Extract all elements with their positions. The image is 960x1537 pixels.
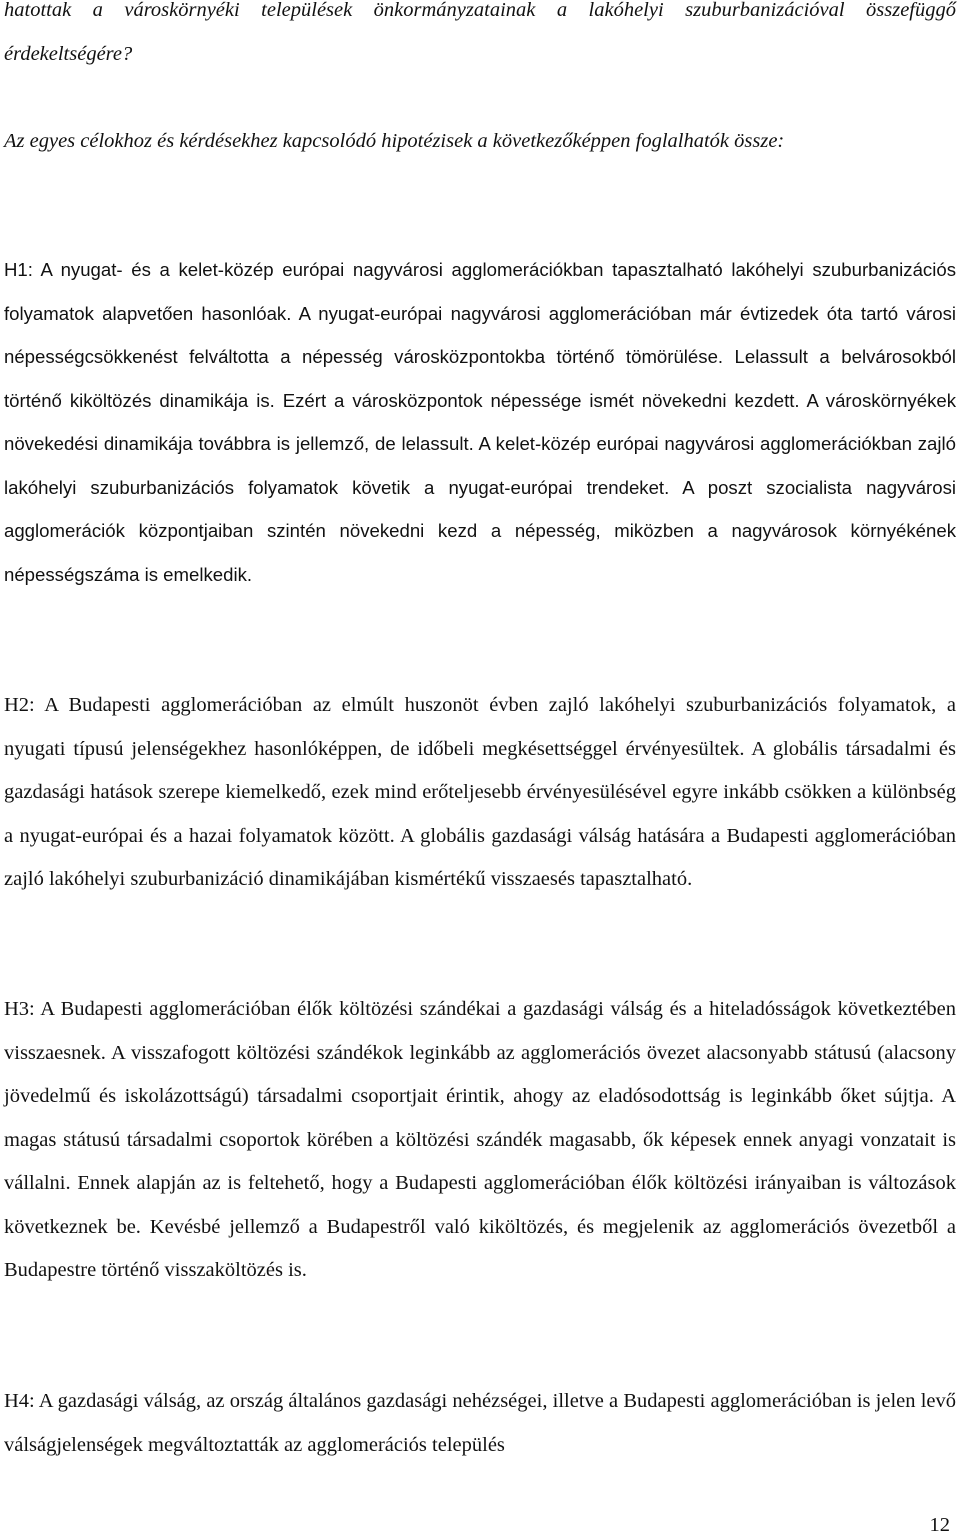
paragraph-hypothesis-h2 [4, 684, 956, 902]
paragraph-continuation [4, 0, 956, 76]
page-number: 12 [929, 1514, 950, 1536]
paragraph-text: H1: A nyugat- és a kelet-közép európai nagyvárosi agglomerációkban tapasztalható lakóhelyi szuburbanizációs folyamatok alapvetően hasonlóak. A nyugat-európai nagyvárosi agglomerációban már évtizedek óta tartó városi népességcsökkenést felváltotta a népesség városközpontokba történő tömörülése. Lelassult a belvárosokból történő kiköltözés dinamikája is. Ezért a városközpontok népessége ismét növekedni kezdett. A városkörnyékek növekedési dinamikája továbbra is jellemző, de lelassult. A kelet-közép európai nagyvárosi agglomerációkban zajló lakóhelyi szuburbanizációs folyamatok követik a nyugat-európai trendeket. A poszt szocialista nagyvárosi agglomerációk központjaiban szintén növekedni kezd a népesség, miközben a nagyvárosok környékének népességszáma is emelkedik. [4, 259, 956, 585]
paragraph-text: hatottak a városkörnyéki települések önkormányzatainak a lakóhelyi szuburbanizációval összefüggő érdekeltségére? [4, 0, 956, 65]
document-page [4, 0, 956, 1537]
paragraph-hypothesis-h3 [4, 988, 956, 1293]
paragraph-hypotheses-intro [4, 120, 956, 164]
paragraph-text: H2: A Budapesti agglomerációban az elmúlt huszonöt évben zajló lakóhelyi szuburbanizációs folyamatok, a nyugati típusú jelenségekhez hasonlóképpen, de időbeli megkésettséggel érvényesültek. A globális társadalmi és gazdasági hatások szerepe kiemelkedő, ezek mind erőteljesebb érvényesülésével egyre inkább csökken a különbség a nyugat-európai és a hazai folyamatok között. A globális gazdasági válság hatására a Budapesti agglomerációban zajló lakóhelyi szuburbanizáció dinamikájában kismértékű visszaesés tapasztalható. [4, 694, 956, 890]
paragraph-hypothesis-h1 [4, 248, 956, 596]
paragraph-text: H3: A Budapesti agglomerációban élők költözési szándékai a gazdasági válság és a hiteladósságok következtében visszaesnek. A visszafogott költözési szándékok leginkább az agglomerációs övezet alacsonyabb státusú (alacsony jövedelmű és iskolázottságú) társadalmi csoportjait érintik, ahogy az eladósodottság is leginkább őket sújtja. A magas státusú társadalmi csoportok körében a költözési szándék magasabb, ők képesek ennek anyagi vonzatait is vállalni. Ennek alapján az is feltehető, hogy a Budapesti agglomerációban élők költözési irányaiban is változások következnek be. Kevésbé jellemző a Budapestről való kiköltözés, és megjelenik az agglomerációs övezetből a Budapestre történő visszaköltözés is. [4, 998, 956, 1281]
paragraph-text: H4: A gazdasági válság, az ország általános gazdasági nehézségei, illetve a Budapesti agglomerációban is jelen levő válságjelenségek megváltoztatták az agglomerációs település [4, 1390, 956, 1456]
paragraph-hypothesis-h4 [4, 1380, 956, 1467]
paragraph-text: Az egyes célokhoz és kérdésekhez kapcsolódó hipotézisek a következőképpen foglalhatók össze: [4, 130, 785, 152]
